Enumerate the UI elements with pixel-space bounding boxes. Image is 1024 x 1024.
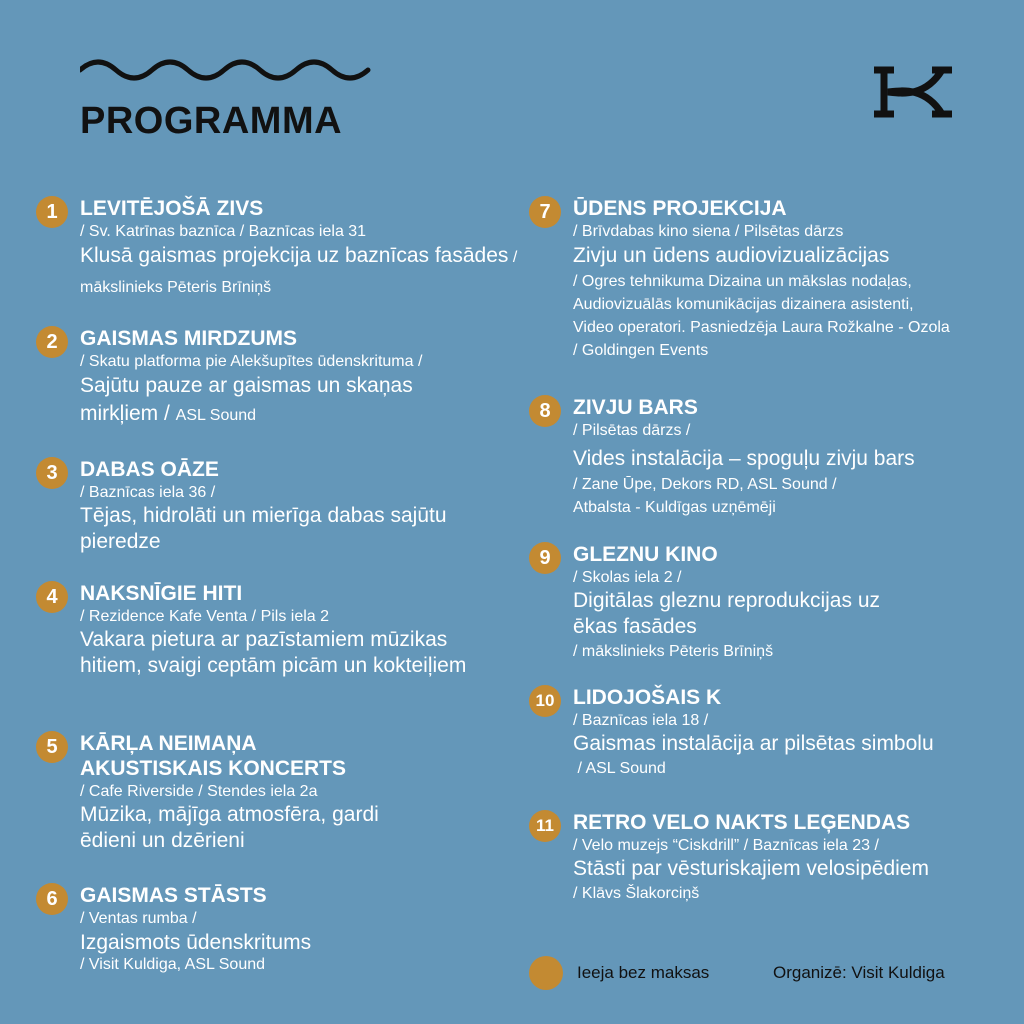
- item-number-badge: 7: [529, 196, 561, 228]
- program-item-11: [536, 810, 1013, 905]
- program-item-2: [46, 326, 520, 430]
- item-title: LEVITĒJOŠĀ ZIVS: [80, 197, 264, 220]
- item-description: Stāsti par vēsturiskajiem velosipēdiem: [573, 857, 929, 880]
- program-item-1: [46, 196, 520, 302]
- item-credit: / Visit Kuldiga, ASL Sound: [80, 956, 266, 973]
- item-description: Gaismas instalācija ar pilsētas simbolu: [573, 732, 934, 755]
- program-item-4: [46, 581, 520, 679]
- program-item-10: [535, 685, 1013, 780]
- item-credit-line: Video operatori. Pasniedzēja Laura Rožkalne - Ozola: [573, 319, 950, 336]
- item-location: / Baznīcas iela 18 /: [573, 712, 709, 729]
- item-location: / Skolas iela 2 /: [573, 569, 682, 586]
- item-title: RETRO VELO NAKTS LEĢENDAS: [573, 811, 911, 834]
- item-credit: / Klāvs Šlakorciņš: [573, 885, 700, 902]
- item-credit-line: Audiovizuālās komunikācijas dizainera asistenti,: [573, 296, 914, 313]
- item-location: / Rezidence Kafe Venta / Pils iela 2: [80, 608, 330, 625]
- item-title: LIDOJOŠAIS K: [573, 686, 722, 709]
- item-title: ZIVJU BARS: [573, 396, 698, 419]
- item-title: GAISMAS MIRDZUMS: [80, 327, 297, 350]
- organizer-label: Organizē: Visit Kuldiga: [773, 963, 945, 982]
- free-entry-label: Ieeja bez maksas: [577, 963, 710, 982]
- item-credit: / ASL Sound: [573, 760, 666, 777]
- item-description: Digitālas gleznu reprodukcijas uz ēkas fasādes: [573, 589, 880, 638]
- item-description: Sajūtu pauze ar gaismas un skaņas mirkļiem / ASL Sound: [80, 374, 413, 425]
- item-description: Zivju un ūdens audiovizualizācijas: [573, 244, 890, 267]
- item-number-badge: 4: [36, 581, 68, 613]
- item-credit-line: / Ogres tehnikuma Dizaina un mākslas nodaļas,: [573, 273, 912, 290]
- item-credit: ASL Sound: [175, 407, 257, 424]
- program-item-5: [46, 731, 520, 854]
- item-credit-line: / Goldingen Events: [573, 342, 709, 359]
- item-location: / Baznīcas iela 36 /: [80, 484, 216, 501]
- program-item-9: [539, 542, 1013, 663]
- item-number-badge: 1: [36, 196, 68, 228]
- item-location: / Brīvdabas kino siena / Pilsētas dārzs: [573, 223, 844, 240]
- item-number-badge: 6: [36, 883, 68, 915]
- item-title: GAISMAS STĀSTS: [80, 884, 267, 907]
- free-entry-dot-icon: [529, 956, 563, 990]
- item-description: Klusā gaismas projekcija uz baznīcas fasādes / mākslinieks Pēteris Brīniņš: [80, 244, 518, 296]
- item-location: / Sv. Katrīnas baznīca / Baznīcas iela 31: [80, 223, 367, 240]
- item-location: / Ventas rumba /: [80, 910, 197, 927]
- program-item-6: [46, 883, 520, 976]
- item-number-badge: 2: [36, 326, 68, 358]
- item-location: / Velo muzejs “Ciskdrill” / Baznīcas iela 23 /: [573, 837, 879, 854]
- item-title-line2: AKUSTISKAIS KONCERTS: [80, 757, 347, 780]
- item-description: Izgaismots ūdenskritums: [80, 931, 312, 954]
- item-description: Tējas, hidrolāti un mierīga dabas sajūtu pieredze: [80, 504, 447, 553]
- item-credit: / mākslinieks Pēteris Brīniņš: [80, 249, 518, 296]
- item-credit-line: Atbalsta - Kuldīgas uzņēmēji: [573, 499, 776, 516]
- item-location: / Cafe Riverside / Stendes iela 2a: [80, 783, 318, 800]
- item-number-badge: 10: [529, 685, 561, 717]
- item-location: / Skatu platforma pie Alekšupītes ūdenskrituma /: [80, 353, 423, 370]
- item-title: GLEZNU KINO: [573, 543, 718, 566]
- item-number-badge: 11: [529, 810, 561, 842]
- item-title: ŪDENS PROJEKCIJA: [573, 197, 787, 220]
- item-description: Vides instalācija – spoguļu zivju bars: [573, 447, 915, 470]
- item-description: Mūzika, mājīga atmosfēra, gardi ēdieni un dzērieni: [80, 803, 379, 852]
- program-item-3: [46, 457, 520, 555]
- item-title-line1: KĀRĻA NEIMAŅA: [80, 732, 257, 755]
- item-location: / Pilsētas dārzs /: [573, 422, 691, 439]
- program-item-7: [539, 196, 1013, 362]
- item-number-badge: 3: [36, 457, 68, 489]
- item-number-badge: 8: [529, 395, 561, 427]
- k-logo-icon: [874, 66, 952, 118]
- program-item-8: [539, 395, 1013, 519]
- item-title: DABAS OĀZE: [80, 458, 219, 481]
- wave-line-icon: [80, 56, 372, 84]
- item-number-badge: 9: [529, 542, 561, 574]
- item-credit: / mākslinieks Pēteris Brīniņš: [573, 643, 774, 660]
- item-number-badge: 5: [36, 731, 68, 763]
- item-credit-line: / Zane Ūpe, Dekors RD, ASL Sound /: [573, 476, 837, 493]
- page-title: PROGRAMMA: [80, 100, 343, 142]
- item-description: Vakara pietura ar pazīstamiem mūzikas hitiem, svaigi ceptām picām un kokteiļiem: [80, 628, 467, 677]
- item-title: NAKSNĪGIE HITI: [80, 582, 243, 605]
